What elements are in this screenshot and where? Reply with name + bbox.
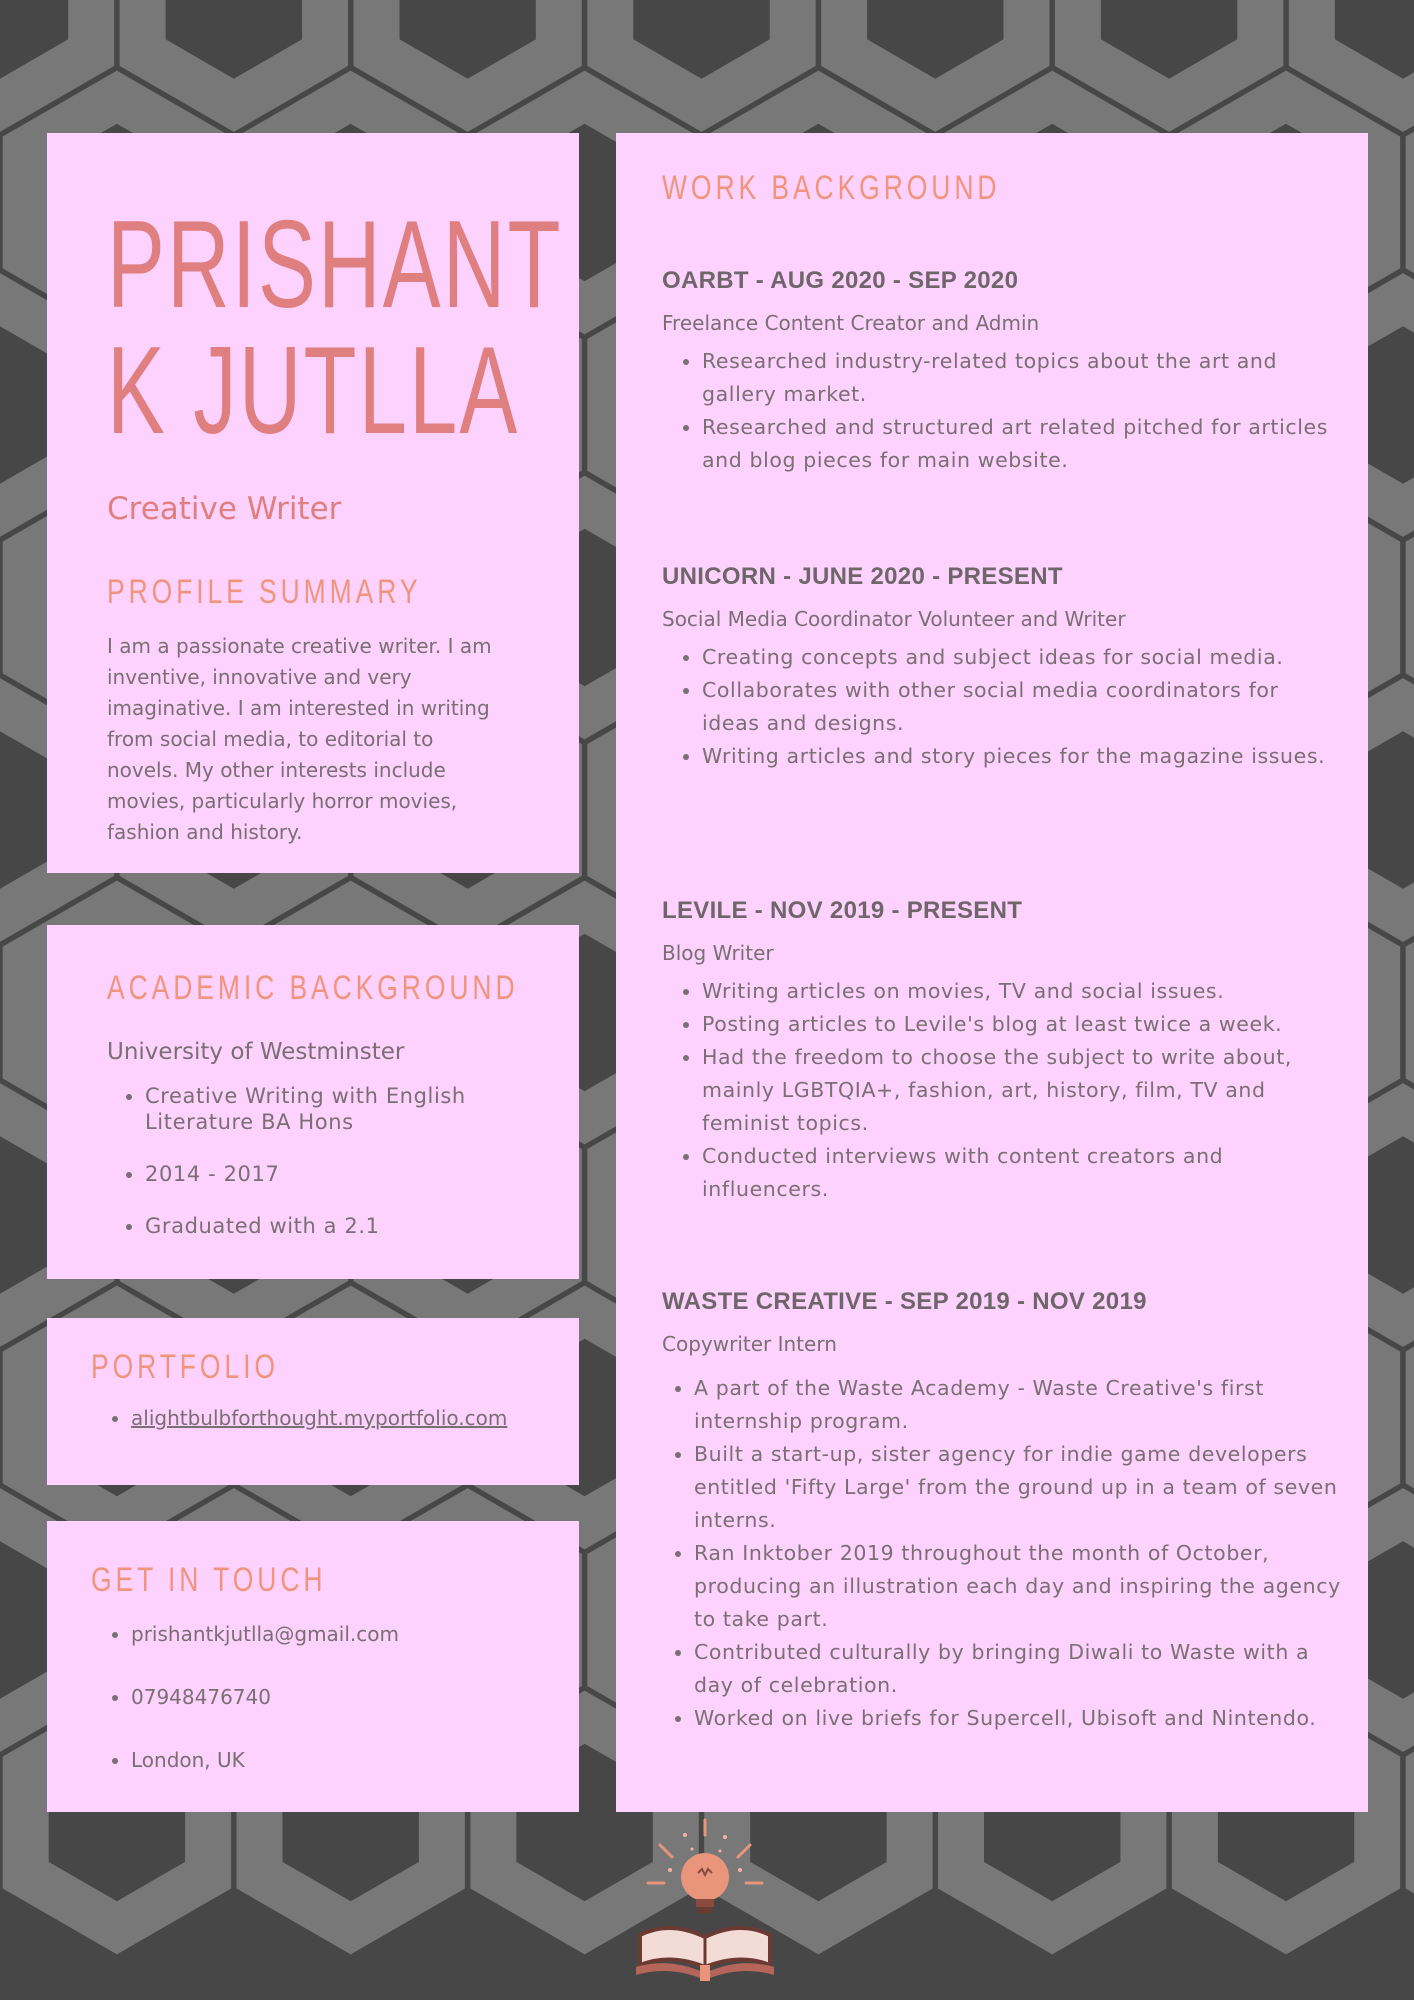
job-bullet: • Writing articles on movies, TV and social issues.	[702, 975, 1342, 1008]
contact-location: • London, UK	[131, 1747, 399, 1773]
job-title: WASTE CREATIVE - SEP 2019 - NOV 2019	[662, 1288, 1147, 1315]
academic-item: • Graduated with a 2.1	[145, 1213, 565, 1239]
contact-heading: GET IN TOUCH	[91, 1561, 327, 1599]
academic-item: • 2014 - 2017	[145, 1161, 565, 1187]
work-heading: WORK BACKGROUND	[662, 169, 1001, 207]
job-bullet: • Contributed culturally by bringing Diwali to Waste with a day of celebration.	[694, 1636, 1342, 1702]
work-panel	[616, 133, 1368, 1812]
profile-panel	[47, 133, 579, 873]
job-title: UNICORN - JUNE 2020 - PRESENT	[662, 563, 1063, 590]
job-title: LEVILE - NOV 2019 - PRESENT	[662, 897, 1023, 924]
lightbulb-book-logo	[630, 1815, 780, 1985]
profile-summary-heading: PROFILE SUMMARY	[107, 573, 422, 611]
portfolio-item	[131, 1406, 507, 1430]
portfolio-heading: PORTFOLIO	[91, 1348, 279, 1386]
job-bullet: • Researched industry-related topics about the art and gallery market.	[702, 345, 1342, 411]
job-role: Copywriter Intern	[662, 1332, 837, 1356]
job-oarbt	[662, 267, 1342, 477]
job-role: Blog Writer	[662, 941, 774, 965]
job-bullet: • Posting articles to Levile's blog at least twice a week.	[702, 1008, 1342, 1041]
portfolio-link[interactable]: alightbulbforthought.myportfolio.com	[131, 1406, 508, 1430]
job-bullet: • Built a start-up, sister agency for indie game developers entitled 'Fifty Large' from the ground up in a team of seven interns.	[694, 1438, 1342, 1537]
contact-email[interactable]: • prishantkjutlla@gmail.com	[131, 1621, 399, 1647]
portfolio-list	[91, 1406, 507, 1430]
job-bullet: • Worked on live briefs for Supercell, Ubisoft and Nintendo.	[694, 1702, 1342, 1735]
academic-institution: University of Westminster	[107, 1039, 405, 1065]
name-line-2: K JUTLLA	[107, 322, 520, 460]
job-bullet: • Collaborates with other social media coordinators for ideas and designs.	[702, 674, 1342, 740]
job-bullet: • Creating concepts and subject ideas for social media.	[702, 641, 1342, 674]
contact-phone[interactable]: • 07948476740	[131, 1684, 399, 1710]
job-title-subtitle: Creative Writer	[107, 491, 342, 527]
academic-panel	[47, 925, 579, 1279]
job-levile	[662, 897, 1342, 1206]
job-bullet: • Writing articles and story pieces for the magazine issues.	[702, 740, 1342, 773]
job-bullet: • Ran Inktober 2019 throughout the month of October, producing an illustration each day and inspiring the agency to take part.	[694, 1537, 1342, 1636]
academic-list	[107, 1083, 565, 1239]
job-role: Social Media Coordinator Volunteer and Writer	[662, 607, 1126, 631]
job-bullet: • Researched and structured art related pitched for articles and blog pieces for main website.	[702, 411, 1342, 477]
job-waste-creative	[662, 1288, 1342, 1735]
academic-heading: ACADEMIC BACKGROUND	[107, 969, 519, 1007]
job-unicorn	[662, 563, 1342, 773]
job-bullet: • Had the freedom to choose the subject to write about, mainly LGBTQIA+, fashion, art, history, film, TV and feminist topics.	[702, 1041, 1342, 1140]
contact-panel	[47, 1521, 579, 1812]
contact-list	[91, 1621, 399, 1773]
profile-summary-text: I am a passionate creative writer. I am inventive, innovative and very imaginative. I am interested in writing from social media, to editorial to novels. My other interests include movies, particularly horror movies, fashion and history.	[107, 634, 492, 844]
job-bullet: • A part of the Waste Academy - Waste Creative's first internship program.	[694, 1372, 1342, 1438]
academic-item: • Creative Writing with English Literature BA Hons	[145, 1083, 565, 1135]
job-title: OARBT - AUG 2020 - SEP 2020	[662, 267, 1019, 294]
name-line-1: PRISHANT	[107, 196, 563, 334]
job-bullet: • Conducted interviews with content creators and influencers.	[702, 1140, 1342, 1206]
portfolio-panel	[47, 1318, 579, 1485]
job-role: Freelance Content Creator and Admin	[662, 311, 1040, 335]
